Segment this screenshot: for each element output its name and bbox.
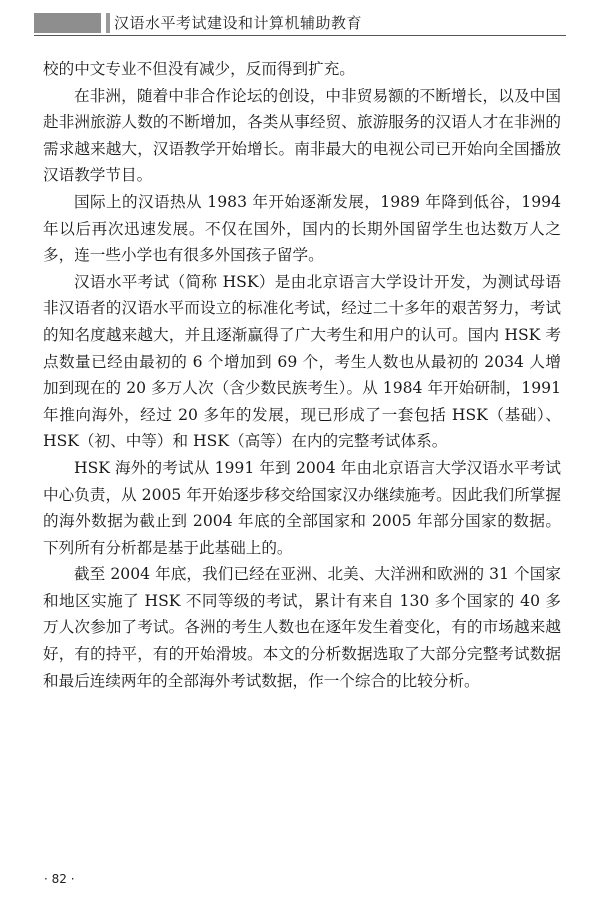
- running-header: [0, 0, 600, 40]
- paragraph-africa: 在非洲，随着中非合作论坛的创设，中非贸易额的不断增长，以及中国赴非洲旅游人数的不断增加，各类从事经贸、旅游服务的汉语人才在非洲的需求越来越大，汉语教学开始增长。南非最大的电视公司已开始向全国播放汉语教学节目。: [43, 86, 561, 185]
- paragraph-hsk-intro: 汉语水平考试（简称 HSK）是由北京语言大学设计开发，为测试母语非汉语者的汉语水平而设立的标准化考试，经过二十多年的艰苦努力，考试的知名度越来越大，并且逐渐赢得了广大考生和用户的认可。国内 HSK 考点数量已经由最初的 6 个增加到 69 个，考生人数也从最初的 2034 人增加到现在的 20 多万人次（含少数民族考生）。从 1984 年开始研制，1991 年推向海外，经过 20 多年的发展，现已形成了一套包括 HSK（基础）、HSK（初、中等）和 HSK（高等）在内的完整考试体系。: [43, 272, 561, 451]
- header-rule: [34, 35, 566, 36]
- body-text: [43, 56, 561, 694]
- header-decor-bar: [34, 13, 101, 33]
- paragraph-international: 国际上的汉语热从 1983 年开始逐渐发展，1989 年降到低谷，1994 年以后再次迅速发展。不仅在国外，国内的长期外国留学生也达数万人之多，连一些小学也有很多外国孩子留学。: [43, 192, 561, 265]
- paragraph-hsk-overseas: HSK 海外的考试从 1991 年到 2004 年由北京语言大学汉语水平考试中心负责，从 2005 年开始逐步移交给国家汉办继续施考。因此我们所掌握的海外数据为截止到 2004 年底的全部国家和 2005 年部分国家的数据。下列所有分析都是基于此基础上的。: [43, 458, 561, 557]
- paragraph-continuation: 校的中文专业不但没有减少，反而得到扩充。: [43, 60, 355, 78]
- running-header-title: 汉语水平考试建设和计算机辅助教育: [114, 14, 363, 32]
- paragraph-2004-summary: 截至 2004 年底，我们已经在亚洲、北美、大洋洲和欧洲的 31 个国家和地区实施了 HSK 不同等级的考试，累计有来自 130 多个国家的 40 多万人次参加了考试。各洲的考生人数也在逐年发生着变化，有的市场越来越好，有的持平，有的开始滑坡。本文的分析数据选取了大部分完整考试数据和最后连续两年的全部海外考试数据，作一个综合的比较分析。: [43, 565, 561, 690]
- header-decor-stripe: [106, 13, 110, 33]
- page-number: · 82 ·: [44, 872, 75, 886]
